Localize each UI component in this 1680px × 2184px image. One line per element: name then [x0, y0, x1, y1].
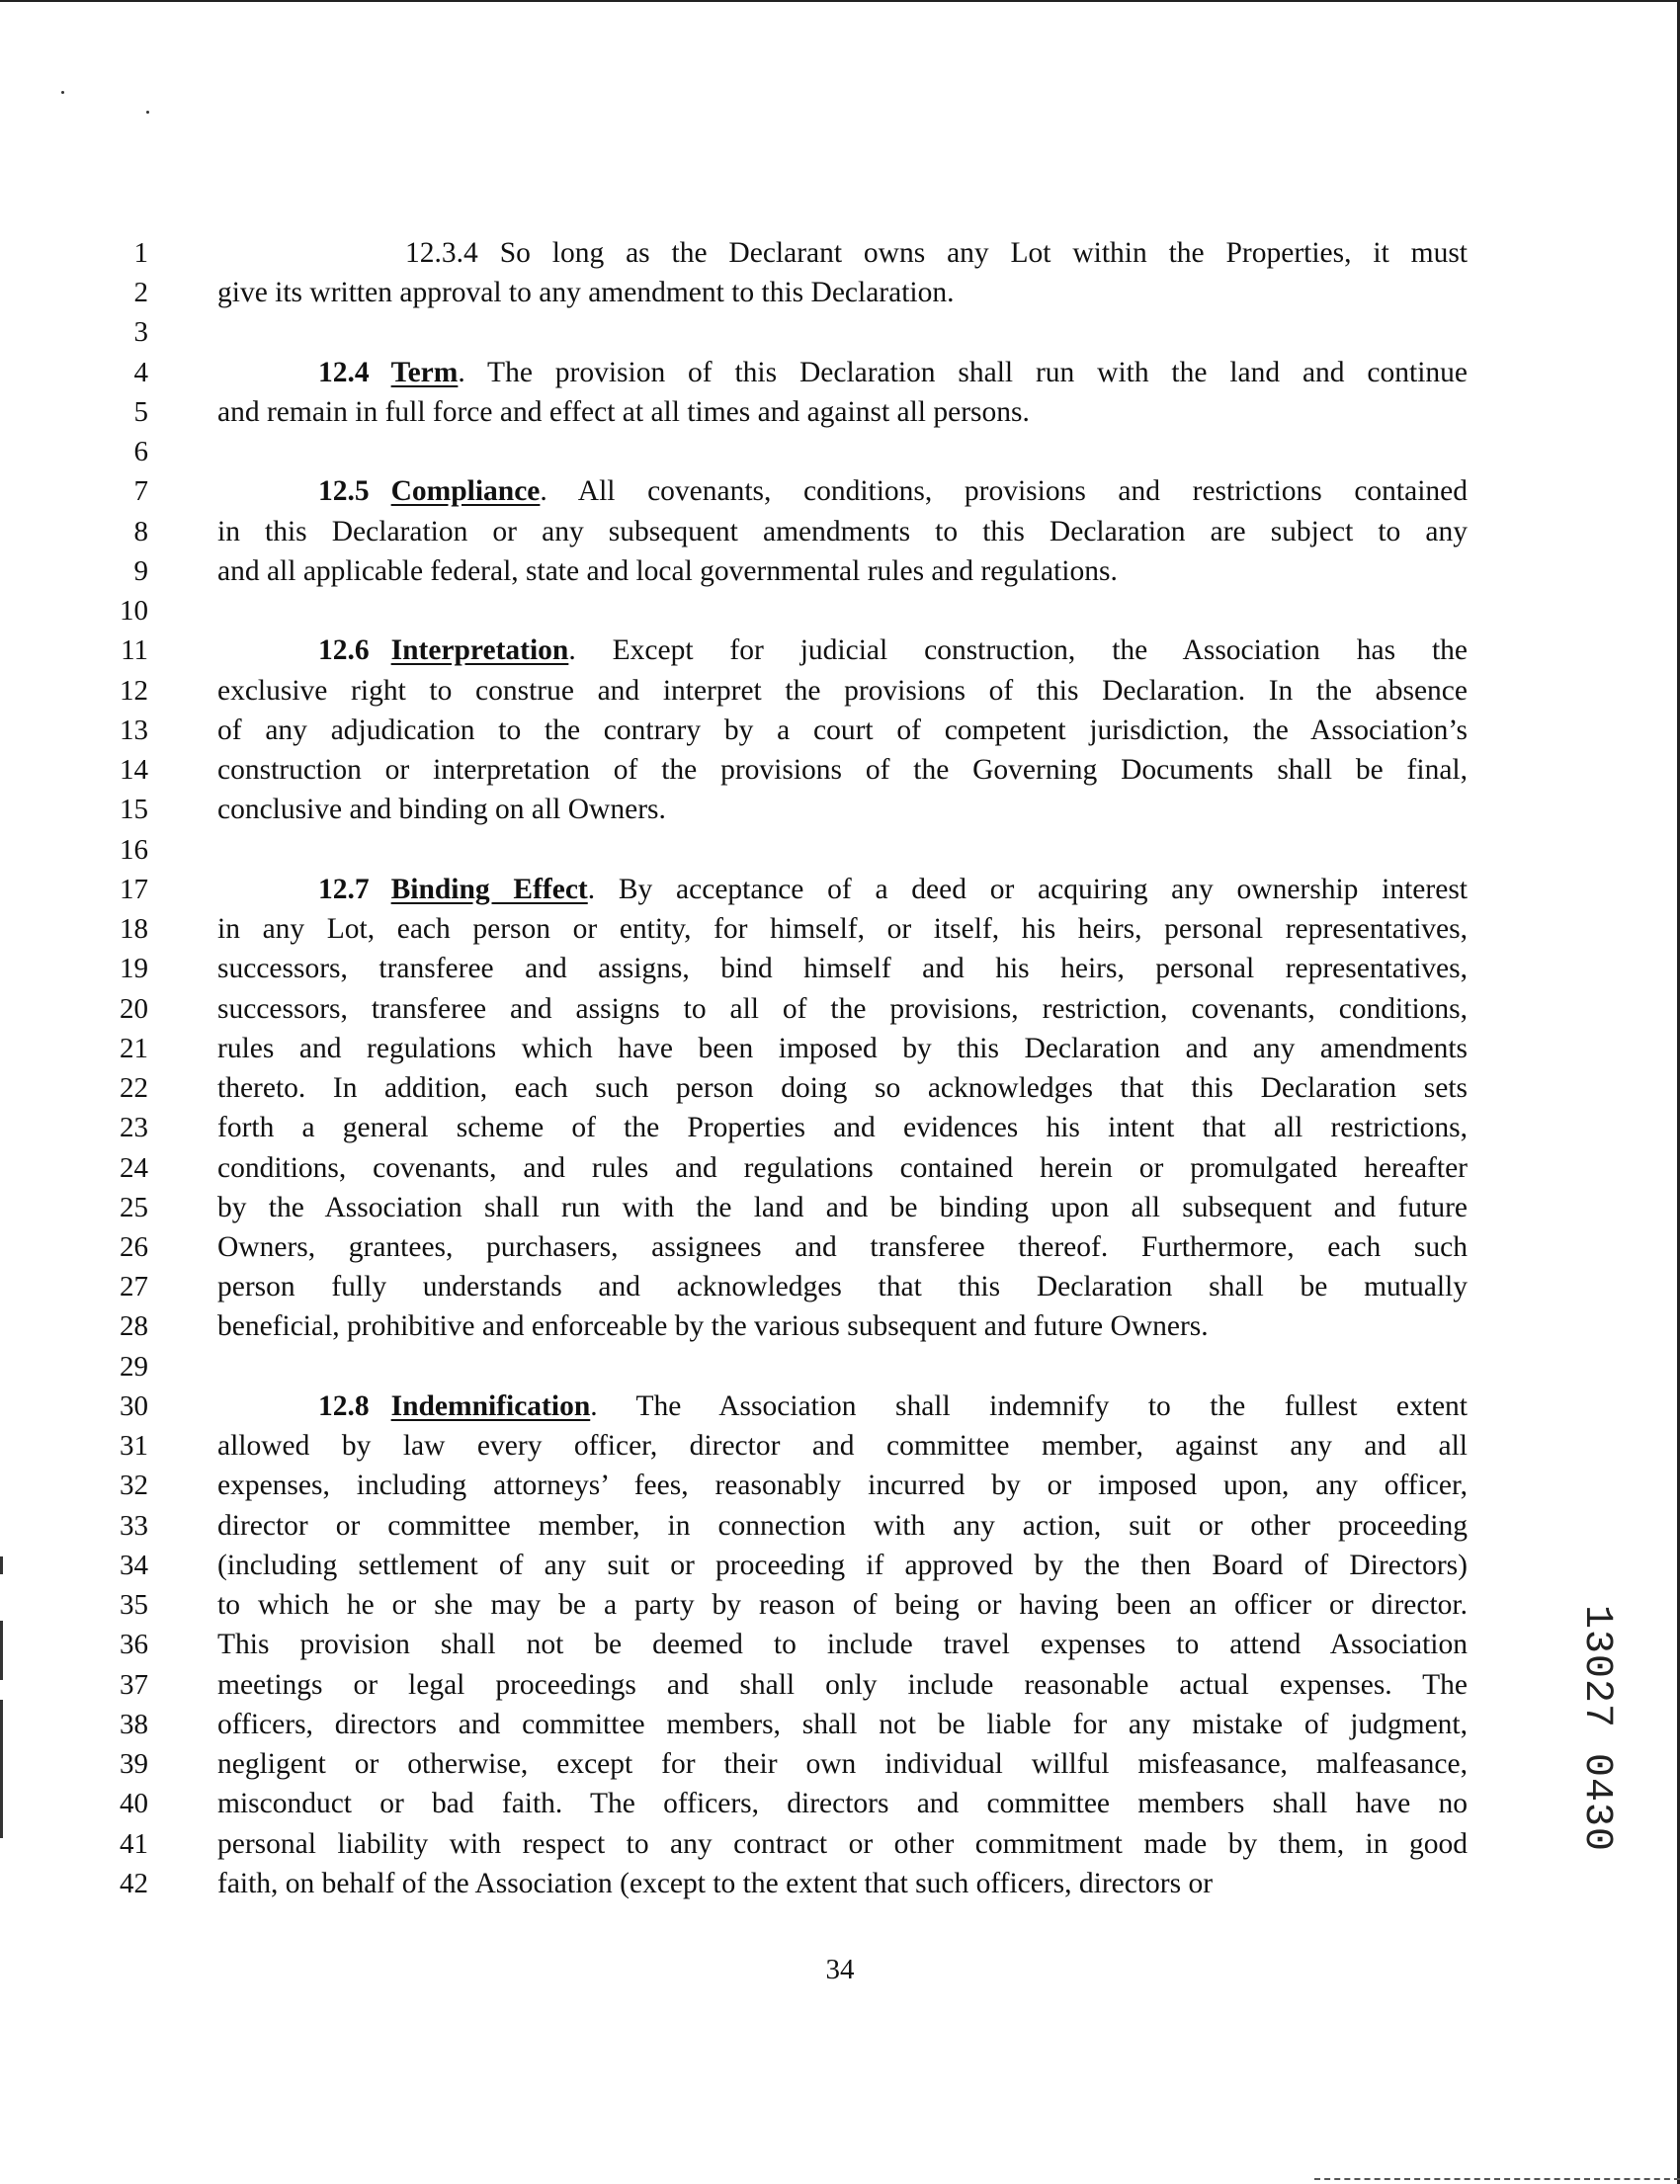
document-line — [0, 989, 1680, 1029]
line-number: 16 — [120, 833, 148, 866]
text-run: . The provision of this Declaration shall run with the land and continue — [458, 356, 1468, 388]
line-number: 28 — [120, 1310, 148, 1343]
line-text — [217, 949, 1468, 988]
document-line — [0, 1466, 1680, 1505]
line-text — [217, 1188, 1468, 1227]
document-line — [0, 1068, 1680, 1108]
line-number: 37 — [120, 1668, 148, 1701]
line-number: 12 — [120, 674, 148, 707]
line-text — [217, 1744, 1468, 1784]
document-line — [0, 1864, 1680, 1903]
recording-stamp — [1574, 1605, 1624, 1872]
document-line — [0, 392, 1680, 432]
line-number: 15 — [120, 794, 148, 826]
line-text — [217, 1108, 1468, 1147]
line-text — [217, 711, 1468, 750]
document-line — [0, 630, 1680, 670]
line-number: 25 — [120, 1191, 148, 1223]
recording-stamp-text: 13027 0430 — [1574, 1605, 1619, 1853]
section-heading: Binding Effect — [390, 873, 588, 905]
text-run: exclusive right to construe and interpret the provisions of this Declaration. In the absence — [217, 674, 1468, 707]
text-run: forth a general scheme of the Properties and evidences his intent that all restrictions, — [217, 1112, 1468, 1144]
line-number: 38 — [120, 1708, 148, 1740]
line-number: 22 — [120, 1072, 148, 1105]
line-text — [217, 1267, 1468, 1306]
document-line — [0, 1029, 1680, 1068]
line-number: 20 — [120, 992, 148, 1025]
line-number: 19 — [120, 953, 148, 985]
text-run: construction or interpretation of the provisions of the Governing Documents shall be final, — [217, 754, 1468, 787]
line-text — [217, 1665, 1468, 1705]
document-line — [0, 870, 1680, 909]
line-number: 18 — [120, 913, 148, 946]
document-line — [0, 551, 1680, 591]
text-run: rules and regulations which have been imposed by this Declaration and any amendments — [217, 1032, 1468, 1064]
text-run: conditions, covenants, and rules and regulations contained herein or promulgated hereafter — [217, 1151, 1468, 1184]
section-number: 12.8 — [318, 1389, 370, 1422]
section-number: 12.6 — [318, 634, 370, 667]
text-run: negligent or otherwise, except for their own individual willful misfeasance, malfeasance, — [217, 1748, 1468, 1781]
document-line — [0, 1705, 1680, 1744]
text-run: thereto. In addition, each such person doing so acknowledges that this Declaration sets — [217, 1072, 1468, 1105]
document-line — [0, 1744, 1680, 1784]
text-run: meetings or legal proceedings and shall only include reasonable actual expenses. The — [217, 1668, 1468, 1701]
document-line — [0, 432, 1680, 471]
section-number: 12.3.4 — [405, 237, 478, 269]
text-run: officers, directors and committee members, shall not be liable for any mistake of judgment, — [217, 1708, 1468, 1740]
document-line — [0, 711, 1680, 750]
document-line — [0, 273, 1680, 312]
line-text — [405, 233, 1468, 273]
line-number: 27 — [120, 1271, 148, 1303]
document-line — [0, 1347, 1680, 1386]
text-run: personal liability with respect to any contract or other commitment made by them, in good — [217, 1827, 1468, 1860]
document-line — [0, 312, 1680, 352]
section-heading: Indemnification — [390, 1389, 591, 1422]
line-text — [217, 273, 1468, 312]
line-text — [217, 790, 1468, 829]
text-run: expenses, including attorneys’ fees, reasonably incurred by or imposed upon, any officer, — [217, 1470, 1468, 1502]
document-line — [0, 353, 1680, 392]
text-run: This provision shall not be deemed to include travel expenses to attend Association — [217, 1629, 1468, 1661]
document-line — [0, 1306, 1680, 1346]
line-number: 8 — [133, 515, 148, 547]
line-number: 3 — [133, 316, 148, 349]
text-run: faith, on behalf of the Association (except to the extent that such officers, directors or — [217, 1867, 1214, 1899]
line-number: 21 — [120, 1032, 148, 1064]
line-text — [217, 671, 1468, 711]
line-number: 33 — [120, 1509, 148, 1542]
line-text — [217, 551, 1468, 591]
line-number: 23 — [120, 1112, 148, 1144]
line-text — [217, 1864, 1468, 1903]
line-number: 2 — [133, 277, 148, 309]
line-text — [318, 471, 1468, 511]
document-line — [0, 1784, 1680, 1823]
text-run: by the Association shall run with the land and be binding upon all subsequent and future — [217, 1191, 1468, 1223]
line-text — [217, 750, 1468, 790]
document-line — [0, 949, 1680, 988]
text-run: person fully understands and acknowledges that this Declaration shall be mutually — [217, 1271, 1468, 1303]
line-text — [217, 1068, 1468, 1108]
document-line — [0, 1188, 1680, 1227]
line-number: 4 — [133, 356, 148, 388]
line-number: 14 — [120, 754, 148, 787]
text-run: . By acceptance of a deed or acquiring any ownership interest — [587, 873, 1468, 905]
line-number: 5 — [133, 395, 148, 428]
line-text — [318, 630, 1468, 670]
line-number: 36 — [120, 1629, 148, 1661]
line-text — [217, 1029, 1468, 1068]
line-text — [217, 989, 1468, 1029]
document-line — [0, 233, 1680, 273]
document-line — [0, 1386, 1680, 1426]
line-number: 41 — [120, 1827, 148, 1860]
document-line — [0, 830, 1680, 870]
line-text — [318, 353, 1468, 392]
text-run: Owners, grantees, purchasers, assignees and transferee thereof. Furthermore, each such — [217, 1231, 1468, 1263]
text-run: to which he or she may be a party by reason of being or having been an officer or director. — [217, 1589, 1468, 1622]
line-text — [217, 1306, 1468, 1346]
document-line — [0, 471, 1680, 511]
text-run: of any adjudication to the contrary by a court of competent jurisdiction, the Association’s — [217, 714, 1468, 746]
line-number: 10 — [120, 595, 148, 628]
document-line — [0, 591, 1680, 630]
text-run: . All covenants, conditions, provisions and restrictions contained — [540, 475, 1468, 508]
text-run: successors, transferee and assigns, bind himself and his heirs, personal representatives, — [217, 953, 1468, 985]
line-text — [217, 1506, 1468, 1546]
section-number: 12.5 — [318, 475, 370, 508]
line-text — [318, 1386, 1468, 1426]
text-run: director or committee member, in connection with any action, suit or other proceeding — [217, 1509, 1468, 1542]
line-text — [217, 392, 1468, 432]
line-text — [217, 1625, 1468, 1664]
document-line — [0, 750, 1680, 790]
text-run: . The Association shall indemnify to the fullest extent — [590, 1389, 1468, 1422]
document-line — [0, 671, 1680, 711]
line-text — [217, 1824, 1468, 1864]
text-run: allowed by law every officer, director and committee member, against any and all — [217, 1430, 1468, 1463]
line-number: 9 — [133, 554, 148, 587]
line-text — [217, 1426, 1468, 1466]
line-number: 39 — [120, 1748, 148, 1781]
line-number: 29 — [120, 1350, 148, 1383]
line-number: 6 — [133, 436, 148, 468]
scan-border-top — [0, 0, 1680, 2]
section-heading: Interpretation — [390, 634, 569, 667]
scan-border-bottom — [1314, 2178, 1680, 2182]
text-run: in any Lot, each person or entity, for himself, or itself, his heirs, personal representatives, — [217, 913, 1468, 946]
line-text — [217, 512, 1468, 551]
line-text — [217, 1585, 1468, 1625]
line-number: 32 — [120, 1470, 148, 1502]
line-text — [217, 1784, 1468, 1823]
document-line — [0, 1267, 1680, 1306]
text-run: conclusive and binding on all Owners. — [217, 794, 666, 826]
text-run: beneficial, prohibitive and enforceable by the various subsequent and future Owners. — [217, 1310, 1209, 1343]
line-number: 7 — [133, 475, 148, 508]
line-text — [217, 1466, 1468, 1505]
line-number: 26 — [120, 1231, 148, 1263]
scan-speck — [61, 91, 64, 94]
document-line — [0, 909, 1680, 949]
document-line — [0, 1585, 1680, 1625]
text-run: So long as the Declarant owns any Lot within the Properties, it must — [499, 237, 1468, 269]
line-text — [217, 1546, 1468, 1585]
line-number: 40 — [120, 1788, 148, 1820]
document-line — [0, 1824, 1680, 1864]
line-text — [217, 909, 1468, 949]
section-number: 12.4 — [318, 356, 370, 388]
text-run: (including settlement of any suit or proceeding if approved by the then Board of Directors) — [217, 1549, 1468, 1581]
document-line — [0, 1506, 1680, 1546]
text-run: and remain in full force and effect at all times and against all persons. — [217, 395, 1030, 428]
line-number: 42 — [120, 1867, 148, 1899]
document-line — [0, 1546, 1680, 1585]
document-line — [0, 1148, 1680, 1188]
line-number: 31 — [120, 1430, 148, 1463]
line-number: 1 — [133, 237, 148, 269]
line-text — [217, 1227, 1468, 1267]
document-line — [0, 1108, 1680, 1147]
line-number: 35 — [120, 1589, 148, 1622]
line-text — [217, 1705, 1468, 1744]
line-text — [318, 870, 1468, 909]
line-number: 34 — [120, 1549, 148, 1581]
section-heading: Term — [390, 356, 459, 388]
document-line — [0, 1227, 1680, 1267]
line-number: 30 — [120, 1389, 148, 1422]
document-line — [0, 1665, 1680, 1705]
text-run: in this Declaration or any subsequent amendments to this Declaration are subject to any — [217, 515, 1468, 547]
text-run: successors, transferee and assigns to all of the provisions, restriction, covenants, conditions, — [217, 992, 1468, 1025]
line-text — [217, 1148, 1468, 1188]
text-run: and all applicable federal, state and local governmental rules and regulations. — [217, 554, 1118, 587]
section-number: 12.7 — [318, 873, 370, 905]
line-number: 24 — [120, 1151, 148, 1184]
text-run: . Except for judicial construction, the Association has the — [568, 634, 1468, 667]
line-number: 11 — [121, 634, 148, 667]
text-run: misconduct or bad faith. The officers, directors and committee members shall have no — [217, 1788, 1468, 1820]
page-number: 34 — [825, 1954, 855, 1985]
document-line — [0, 1625, 1680, 1664]
text-run: give its written approval to any amendment to this Declaration. — [217, 277, 955, 309]
document-line — [0, 1426, 1680, 1466]
line-number: 17 — [120, 873, 148, 905]
scan-speck — [146, 111, 149, 114]
document-line — [0, 512, 1680, 551]
line-number: 13 — [120, 714, 148, 746]
section-heading: Compliance — [390, 475, 541, 508]
document-line — [0, 790, 1680, 829]
